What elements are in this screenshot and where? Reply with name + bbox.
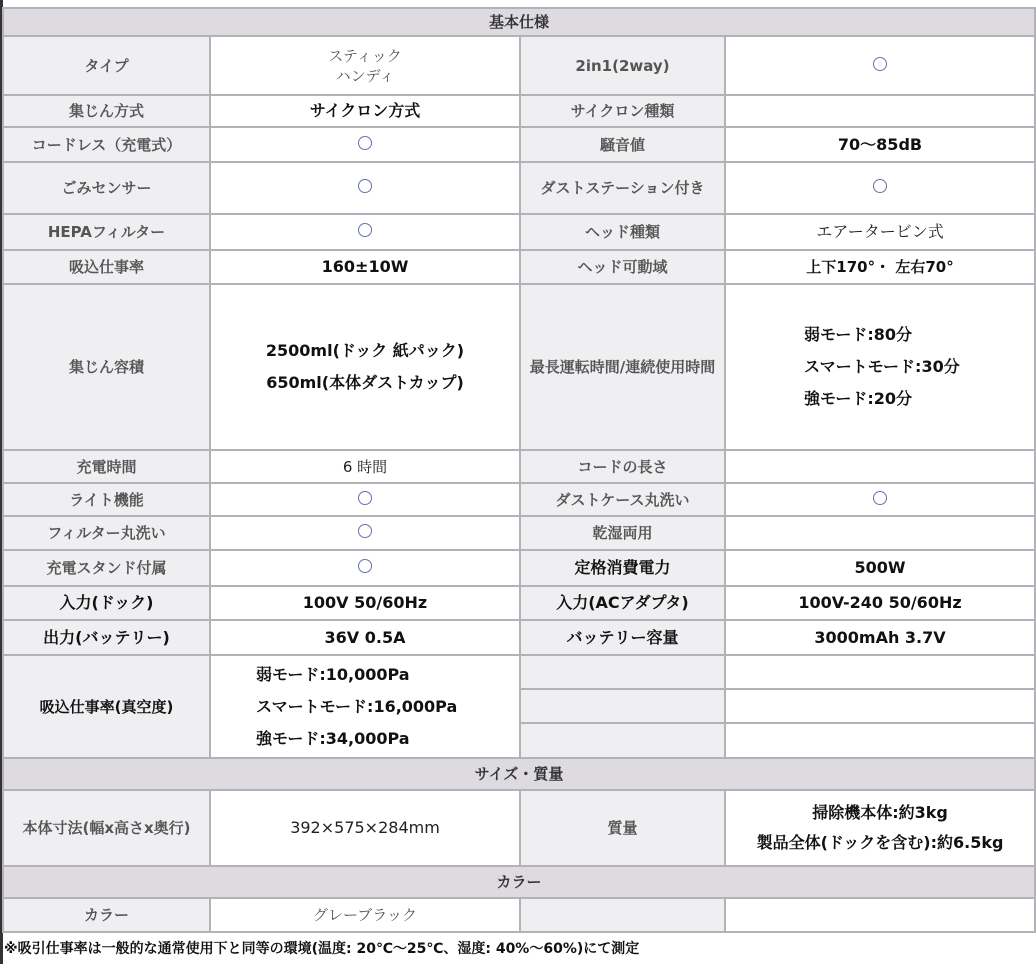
value-wetdry bbox=[725, 516, 1035, 550]
label-cyclone-type: サイクロン種類 bbox=[520, 95, 725, 127]
label-input-dock: 入力(ドック) bbox=[3, 586, 210, 620]
capacity-dock: 2500ml(ドック 紙パック) bbox=[265, 341, 465, 360]
section-size: サイズ・質量 bbox=[3, 758, 1035, 790]
label-capacity: 集じん容積 bbox=[3, 284, 210, 450]
circle-icon bbox=[873, 491, 887, 505]
spec-table bbox=[2, 7, 1036, 933]
empty-cell bbox=[725, 898, 1035, 932]
value-output: 36V 0.5A bbox=[210, 620, 520, 655]
type-stick: スティック bbox=[328, 46, 402, 65]
value-weight bbox=[725, 790, 1035, 866]
circle-icon bbox=[358, 136, 372, 150]
label-2in1: 2in1(2way) bbox=[520, 36, 725, 95]
section-color: カラー bbox=[3, 866, 1035, 898]
label-dust: 集じん方式 bbox=[3, 95, 210, 127]
label-hepa: HEPAフィルター bbox=[3, 214, 210, 250]
circle-icon bbox=[358, 491, 372, 505]
value-light bbox=[210, 483, 520, 516]
value-dust: サイクロン方式 bbox=[210, 95, 520, 127]
vacuum-weak: 弱モード:10,000Pa bbox=[256, 664, 410, 684]
value-color: グレーブラック bbox=[210, 898, 520, 932]
value-hepa bbox=[210, 214, 520, 250]
label-output: 出力(バッテリー) bbox=[3, 620, 210, 655]
runtime-weak: 弱モード:80分 bbox=[804, 325, 913, 344]
empty-cell bbox=[725, 689, 1035, 723]
label-type: タイプ bbox=[3, 36, 210, 95]
value-suction: 160±10W bbox=[210, 250, 520, 284]
label-suction: 吸込仕事率 bbox=[3, 250, 210, 284]
label-head-range: ヘッド可動域 bbox=[520, 250, 725, 284]
value-vacuum bbox=[210, 655, 520, 758]
label-filter: フィルター丸洗い bbox=[3, 516, 210, 550]
vacuum-smart: スマートモード:16,000Pa bbox=[256, 696, 458, 716]
runtime-strong: 強モード:20分 bbox=[804, 389, 913, 408]
value-filter bbox=[210, 516, 520, 550]
value-input-dock: 100V 50/60Hz bbox=[210, 586, 520, 620]
label-noise: 騒音値 bbox=[520, 127, 725, 162]
value-dust-station bbox=[725, 162, 1035, 214]
label-dims: 本体寸法(幅x高さx奥行) bbox=[3, 790, 210, 866]
label-vacuum: 吸込仕事率(真空度) bbox=[3, 655, 210, 758]
value-runtime bbox=[725, 284, 1035, 450]
value-dims: 392×575×284mm bbox=[210, 790, 520, 866]
label-dust-station: ダストステーション付き bbox=[520, 162, 725, 214]
circle-icon bbox=[873, 57, 887, 71]
weight-body: 掃除機本体:約3kg bbox=[812, 803, 948, 822]
vacuum-strong: 強モード:34,000Pa bbox=[256, 728, 410, 748]
value-head-range: 上下170°・ 左右70° bbox=[725, 250, 1035, 284]
footnote: ※吸引仕事率は一般的な通常使用下と同等の環境(温度: 20℃～25℃、湿度: 40%～60%)にて測定 bbox=[4, 941, 640, 957]
value-stand bbox=[210, 550, 520, 586]
circle-icon bbox=[358, 524, 372, 538]
value-battery: 3000mAh 3.7V bbox=[725, 620, 1035, 655]
value-cyclone-type bbox=[725, 95, 1035, 127]
value-input-ac: 100V-240 50/60Hz bbox=[725, 586, 1035, 620]
value-cord bbox=[725, 450, 1035, 483]
label-head-type: ヘッド種類 bbox=[520, 214, 725, 250]
label-battery: バッテリー容量 bbox=[520, 620, 725, 655]
value-charge: 6 時間 bbox=[210, 450, 520, 483]
empty-cell bbox=[725, 655, 1035, 689]
value-sensor bbox=[210, 162, 520, 214]
value-power: 500W bbox=[725, 550, 1035, 586]
label-sensor: ごみセンサー bbox=[3, 162, 210, 214]
runtime-smart: スマートモード:30分 bbox=[804, 357, 960, 376]
label-color: カラー bbox=[3, 898, 210, 932]
value-type bbox=[210, 36, 520, 95]
empty-cell bbox=[725, 723, 1035, 758]
value-noise: 70～85dB bbox=[725, 127, 1035, 162]
value-capacity bbox=[210, 284, 520, 450]
label-charge: 充電時間 bbox=[3, 450, 210, 483]
section-basic: 基本仕様 bbox=[3, 8, 1035, 36]
empty-label bbox=[520, 898, 725, 932]
label-power: 定格消費電力 bbox=[520, 550, 725, 586]
empty-label bbox=[520, 723, 725, 758]
circle-icon bbox=[358, 179, 372, 193]
label-stand: 充電スタンド付属 bbox=[3, 550, 210, 586]
value-cordless bbox=[210, 127, 520, 162]
weight-total: 製品全体(ドックを含む):約6.5kg bbox=[756, 833, 1004, 852]
label-light: ライト機能 bbox=[3, 483, 210, 516]
empty-label bbox=[520, 689, 725, 723]
value-head-type: エアータービン式 bbox=[725, 214, 1035, 250]
capacity-cup: 650ml(本体ダストカップ) bbox=[266, 373, 464, 392]
value-2in1 bbox=[725, 36, 1035, 95]
label-wetdry: 乾湿両用 bbox=[520, 516, 725, 550]
label-weight: 質量 bbox=[520, 790, 725, 866]
circle-icon bbox=[358, 559, 372, 573]
label-cord: コードの長さ bbox=[520, 450, 725, 483]
circle-icon bbox=[358, 223, 372, 237]
label-dustcase: ダストケース丸洗い bbox=[520, 483, 725, 516]
circle-icon bbox=[873, 179, 887, 193]
type-handy: ハンディ bbox=[335, 66, 395, 85]
label-input-ac: 入力(ACアダプタ) bbox=[520, 586, 725, 620]
empty-label bbox=[520, 655, 725, 689]
label-cordless: コードレス（充電式） bbox=[3, 127, 210, 162]
label-runtime: 最長運転時間/連続使用時間 bbox=[520, 284, 725, 450]
value-dustcase bbox=[725, 483, 1035, 516]
